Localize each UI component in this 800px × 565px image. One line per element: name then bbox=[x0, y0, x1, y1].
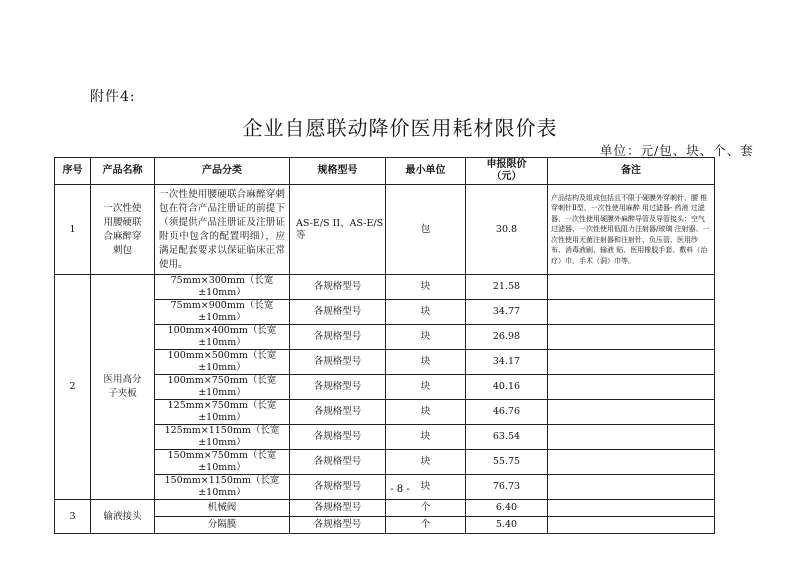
group2-item-unit: 块 bbox=[386, 450, 466, 475]
group2-item-spec: 各规格型号 bbox=[290, 375, 386, 400]
group2-seq: 2 bbox=[55, 275, 91, 500]
group2-item-remark bbox=[548, 275, 715, 300]
header-min-unit: 最小单位 bbox=[386, 158, 466, 185]
group2-item-spec: 各规格型号 bbox=[290, 300, 386, 325]
group3-item-category: 分隔膜 bbox=[155, 517, 290, 534]
group3-item-spec: 各规格型号 bbox=[290, 500, 386, 517]
group2-item-category: 75mm×300mm（长宽±10mm） bbox=[155, 275, 290, 300]
group2-item-unit: 块 bbox=[386, 350, 466, 375]
group2-item-unit: 块 bbox=[386, 300, 466, 325]
group2-item-price: 63.54 bbox=[466, 425, 548, 450]
table-row bbox=[55, 185, 715, 275]
group2-item-remark bbox=[548, 300, 715, 325]
group3-item-category: 机械阀 bbox=[155, 500, 290, 517]
group2-item-remark bbox=[548, 425, 715, 450]
group2-item-price: 55.75 bbox=[466, 450, 548, 475]
header-price-line2: （元） bbox=[491, 171, 522, 182]
group2-item-unit: 块 bbox=[386, 400, 466, 425]
row1-remark: 产品结构及组成包括且不限于硬膜外穿刺针、腰 椎穿刺针Ⅱ型、一次性使用麻醉 用过滤器- 药液 过滤器、一次性使用硬膜外麻醉导管及导管接头：空气过滤器、一次性使用低阻力注射器/玻璃 注射器、一次性使用无菌注射器和注射针、负压管、医用纱布、消毒液刷、输液 贴、医用橡胶手套、敷料（治疗）巾、手术（洞）巾等。 bbox=[548, 185, 715, 275]
group2-item-spec: 各规格型号 bbox=[290, 450, 386, 475]
group3-seq: 3 bbox=[55, 500, 91, 534]
group2-item-price: 34.17 bbox=[466, 350, 548, 375]
group2-name: 医用高分子夹板 bbox=[91, 275, 155, 500]
group2-item-price: 46.76 bbox=[466, 400, 548, 425]
group2-item-price: 34.77 bbox=[466, 300, 548, 325]
group2-item-category: 75mm×900mm（长宽±10mm） bbox=[155, 300, 290, 325]
group2-item-category: 100mm×750mm（长宽±10mm） bbox=[155, 375, 290, 400]
row1-price: 30.8 bbox=[466, 185, 548, 275]
header-name: 产品名称 bbox=[91, 158, 155, 185]
row1-min-unit: 包 bbox=[386, 185, 466, 275]
group2-item-unit: 块 bbox=[386, 275, 466, 300]
group2-item-category: 100mm×500mm（长宽±10mm） bbox=[155, 350, 290, 375]
row1-spec: AS-E/S II、AS-E/S等 bbox=[290, 185, 386, 275]
page-title: 企业自愿联动降价医用耗材限价表 bbox=[242, 116, 558, 140]
group2-item-price: 76.73 bbox=[466, 475, 548, 500]
group2-item-unit: 块 bbox=[386, 375, 466, 400]
table-row bbox=[55, 500, 715, 517]
row1-seq: 1 bbox=[55, 185, 91, 275]
group2-item-category: 125mm×1150mm（长宽±10mm） bbox=[155, 425, 290, 450]
header-remark: 备注 bbox=[548, 158, 715, 185]
header-price bbox=[466, 158, 548, 185]
group2-item-spec: 各规格型号 bbox=[290, 275, 386, 300]
group3-item-spec: 各规格型号 bbox=[290, 517, 386, 534]
page-number: - 8 - bbox=[390, 484, 410, 495]
group2-item-unit: 块 bbox=[386, 325, 466, 350]
group3-item-remark bbox=[548, 517, 715, 534]
group2-item-price: 40.16 bbox=[466, 375, 548, 400]
group2-item-category: 150mm×1150mm（长宽±10mm） bbox=[155, 475, 290, 500]
group2-item-category: 125mm×750mm（长宽±10mm） bbox=[155, 400, 290, 425]
group2-item-price: 26.98 bbox=[466, 325, 548, 350]
group2-item-category: 100mm×400mm（长宽±10mm） bbox=[155, 325, 290, 350]
group2-item-remark bbox=[548, 450, 715, 475]
group3-item-unit: 个 bbox=[386, 517, 466, 534]
group3-item-price: 6.40 bbox=[466, 500, 548, 517]
group2-item-category: 150mm×750mm（长宽±10mm） bbox=[155, 450, 290, 475]
group2-item-price: 21.58 bbox=[466, 275, 548, 300]
table-row bbox=[55, 275, 715, 300]
row1-name: 一次性使用腰硬联合麻醉穿刺包 bbox=[91, 185, 155, 275]
group2-item-unit: 块 bbox=[386, 475, 466, 500]
group2-item-remark bbox=[548, 400, 715, 425]
group2-item-remark bbox=[548, 325, 715, 350]
price-limit-table bbox=[54, 157, 715, 534]
header-price-line1: 申报限价 bbox=[486, 159, 527, 170]
group2-item-remark bbox=[548, 350, 715, 375]
group2-item-spec: 各规格型号 bbox=[290, 425, 386, 450]
table-header-row bbox=[55, 158, 715, 185]
group3-item-price: 5.40 bbox=[466, 517, 548, 534]
header-spec: 规格型号 bbox=[290, 158, 386, 185]
header-seq: 序号 bbox=[55, 158, 91, 185]
unit-note: 单位：元/包、块、个、套 bbox=[600, 143, 754, 158]
group2-item-spec: 各规格型号 bbox=[290, 475, 386, 500]
group2-item-spec: 各规格型号 bbox=[290, 325, 386, 350]
row1-category: 一次性使用腰硬联合麻醉穿刺包在符合产品注册证的前提下（须提供产品注册证及注册证附页中包含的配置明细），应满足配套要求以保证临床正常使用。 bbox=[155, 185, 290, 275]
group3-item-remark bbox=[548, 500, 715, 517]
group3-name: 输液接头 bbox=[91, 500, 155, 534]
group3-item-unit: 个 bbox=[386, 500, 466, 517]
group2-item-unit: 块 bbox=[386, 425, 466, 450]
group2-item-spec: 各规格型号 bbox=[290, 400, 386, 425]
group2-item-remark bbox=[548, 375, 715, 400]
header-category: 产品分类 bbox=[155, 158, 290, 185]
attachment-label: 附件4: bbox=[90, 89, 136, 105]
group2-item-spec: 各规格型号 bbox=[290, 350, 386, 375]
